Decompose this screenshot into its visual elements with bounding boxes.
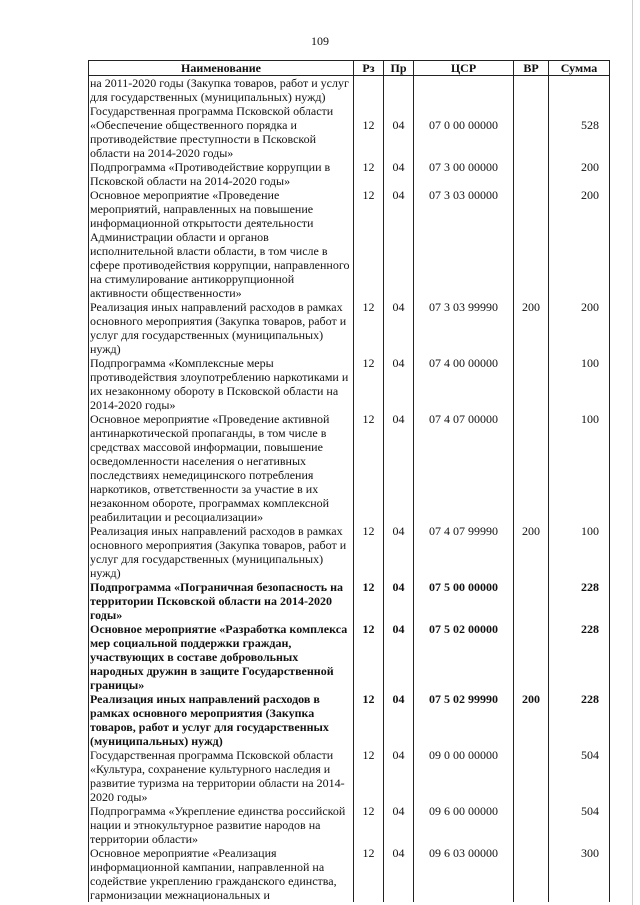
header-pr: Пр [384, 61, 414, 76]
table-row [89, 580, 610, 622]
row-name: Реализация иных направлений расходов в рамках основного мероприятия (Закупка товаров, работ и услуг для государственных (муниципальных) нужд) [89, 692, 354, 748]
table-row [89, 524, 610, 580]
row-rz: 12 [354, 188, 384, 300]
table-row [89, 846, 610, 902]
row-name: Основное мероприятие «Проведение мероприятий, направленных на повышение информационной открытости деятельности Администрации области и органов исполнительной власти области, в том числе в сфере противодействия коррупции, направленного на стимулирование антикоррупционной активности общественности» [89, 188, 354, 300]
row-sum: 100 [549, 412, 610, 524]
row-sum: 200 [549, 188, 610, 300]
row-sum: 300 [549, 846, 610, 902]
table-header-row [89, 61, 610, 76]
row-csr: 09 0 00 00000 [414, 748, 514, 804]
row-pr: 04 [384, 412, 414, 524]
row-pr [384, 76, 414, 105]
table-row [89, 356, 610, 412]
row-rz: 12 [354, 846, 384, 902]
row-vr [514, 412, 549, 524]
row-pr: 04 [384, 580, 414, 622]
row-name: Реализация иных направлений расходов в рамках основного мероприятия (Закупка товаров, работ и услуг для государственных (муниципальных) нужд) [89, 524, 354, 580]
table-row [89, 188, 610, 300]
row-sum: 228 [549, 580, 610, 622]
table-row [89, 748, 610, 804]
row-vr: 200 [514, 300, 549, 356]
row-name: Основное мероприятие «Проведение активной антинаркотической пропаганды, в том числе в средствах массовой информации, повышение осведомленности населения о негативных последствиях немедицинского потребления наркотиков, ответственности за участие в их незаконном обороте, программах комплексной реабилитации и ресоциализации» [89, 412, 354, 524]
row-vr [514, 356, 549, 412]
table-row [89, 76, 610, 105]
row-name: Подпрограмма «Укрепление единства российской нации и этнокультурное развитие народов на территории области» [89, 804, 354, 846]
header-vr: ВР [514, 61, 549, 76]
table-row [89, 804, 610, 846]
row-csr: 07 4 00 00000 [414, 356, 514, 412]
row-rz: 12 [354, 104, 384, 160]
row-csr: 07 4 07 00000 [414, 412, 514, 524]
row-pr: 04 [384, 160, 414, 188]
table-row [89, 300, 610, 356]
row-name: Подпрограмма «Комплексные меры противодействия злоупотреблению наркотиками и их незаконному обороту в Псковской области на 2014-2020 годы» [89, 356, 354, 412]
row-pr: 04 [384, 804, 414, 846]
row-name: Основное мероприятие «Реализация информационной кампании, направленной на содействие укреплению гражданского единства, гармонизации межнациональных и [89, 846, 354, 902]
page-number: 109 [311, 34, 329, 48]
row-csr: 07 3 00 00000 [414, 160, 514, 188]
row-csr: 07 3 03 00000 [414, 188, 514, 300]
row-pr: 04 [384, 622, 414, 692]
row-csr: 07 0 00 00000 [414, 104, 514, 160]
row-csr: 07 5 00 00000 [414, 580, 514, 622]
row-vr [514, 188, 549, 300]
header-rz: Рз [354, 61, 384, 76]
row-csr [414, 76, 514, 105]
row-sum: 504 [549, 748, 610, 804]
row-rz [354, 76, 384, 105]
row-rz: 12 [354, 622, 384, 692]
row-rz: 12 [354, 804, 384, 846]
row-sum [549, 76, 610, 105]
row-csr: 07 4 07 99990 [414, 524, 514, 580]
row-name: Подпрограмма «Пограничная безопасность на территории Псковской области на 2014-2020 годы» [89, 580, 354, 622]
row-name: Подпрограмма «Противодействие коррупции в Псковской области на 2014-2020 годы» [89, 160, 354, 188]
row-csr: 07 5 02 99990 [414, 692, 514, 748]
row-vr [514, 804, 549, 846]
row-pr: 04 [384, 300, 414, 356]
row-sum: 528 [549, 104, 610, 160]
row-sum: 100 [549, 524, 610, 580]
row-rz: 12 [354, 580, 384, 622]
row-vr [514, 622, 549, 692]
row-sum: 228 [549, 622, 610, 692]
row-csr: 07 3 03 99990 [414, 300, 514, 356]
header-name: Наименование [89, 61, 354, 76]
row-rz: 12 [354, 300, 384, 356]
row-name: Основное мероприятие «Разработка комплекса мер социальной поддержки граждан, участвующих в составе добровольных народных дружин в защите Государственной границы» [89, 622, 354, 692]
row-vr [514, 748, 549, 804]
table-row [89, 104, 610, 160]
row-vr [514, 160, 549, 188]
row-sum: 228 [549, 692, 610, 748]
row-csr: 09 6 00 00000 [414, 804, 514, 846]
row-rz: 12 [354, 412, 384, 524]
row-rz: 12 [354, 748, 384, 804]
row-vr [514, 846, 549, 902]
row-rz: 12 [354, 524, 384, 580]
row-pr: 04 [384, 748, 414, 804]
row-pr: 04 [384, 524, 414, 580]
row-pr: 04 [384, 188, 414, 300]
row-pr: 04 [384, 356, 414, 412]
row-sum: 100 [549, 356, 610, 412]
row-name: на 2011-2020 годы (Закупка товаров, работ и услуг для государственных (муниципальных) нужд) [89, 76, 354, 105]
row-name: Государственная программа Псковской области «Культура, сохранение культурного наследия и развитие туризма на территории области на 2014-2020 годы» [89, 748, 354, 804]
row-rz: 12 [354, 356, 384, 412]
table-row [89, 412, 610, 524]
row-pr: 04 [384, 846, 414, 902]
row-name: Государственная программа Псковской области «Обеспечение общественного порядка и противодействие преступности в Псковской области на 2014-2020 годы» [89, 104, 354, 160]
row-vr [514, 76, 549, 105]
header-sum: Сумма [549, 61, 610, 76]
row-name: Реализация иных направлений расходов в рамках основного мероприятия (Закупка товаров, работ и услуг для государственных (муниципальных) нужд) [89, 300, 354, 356]
row-csr: 07 5 02 00000 [414, 622, 514, 692]
row-vr [514, 104, 549, 160]
row-rz: 12 [354, 160, 384, 188]
row-sum: 200 [549, 160, 610, 188]
row-pr: 04 [384, 104, 414, 160]
budget-table [88, 60, 610, 902]
header-csr: ЦСР [414, 61, 514, 76]
row-vr [514, 580, 549, 622]
table-row [89, 692, 610, 748]
row-vr: 200 [514, 692, 549, 748]
row-rz: 12 [354, 692, 384, 748]
table-row [89, 160, 610, 188]
row-sum: 200 [549, 300, 610, 356]
row-vr: 200 [514, 524, 549, 580]
page-edge-line [632, 0, 633, 905]
row-csr: 09 6 03 00000 [414, 846, 514, 902]
row-sum: 504 [549, 804, 610, 846]
table-row [89, 622, 610, 692]
row-pr: 04 [384, 692, 414, 748]
